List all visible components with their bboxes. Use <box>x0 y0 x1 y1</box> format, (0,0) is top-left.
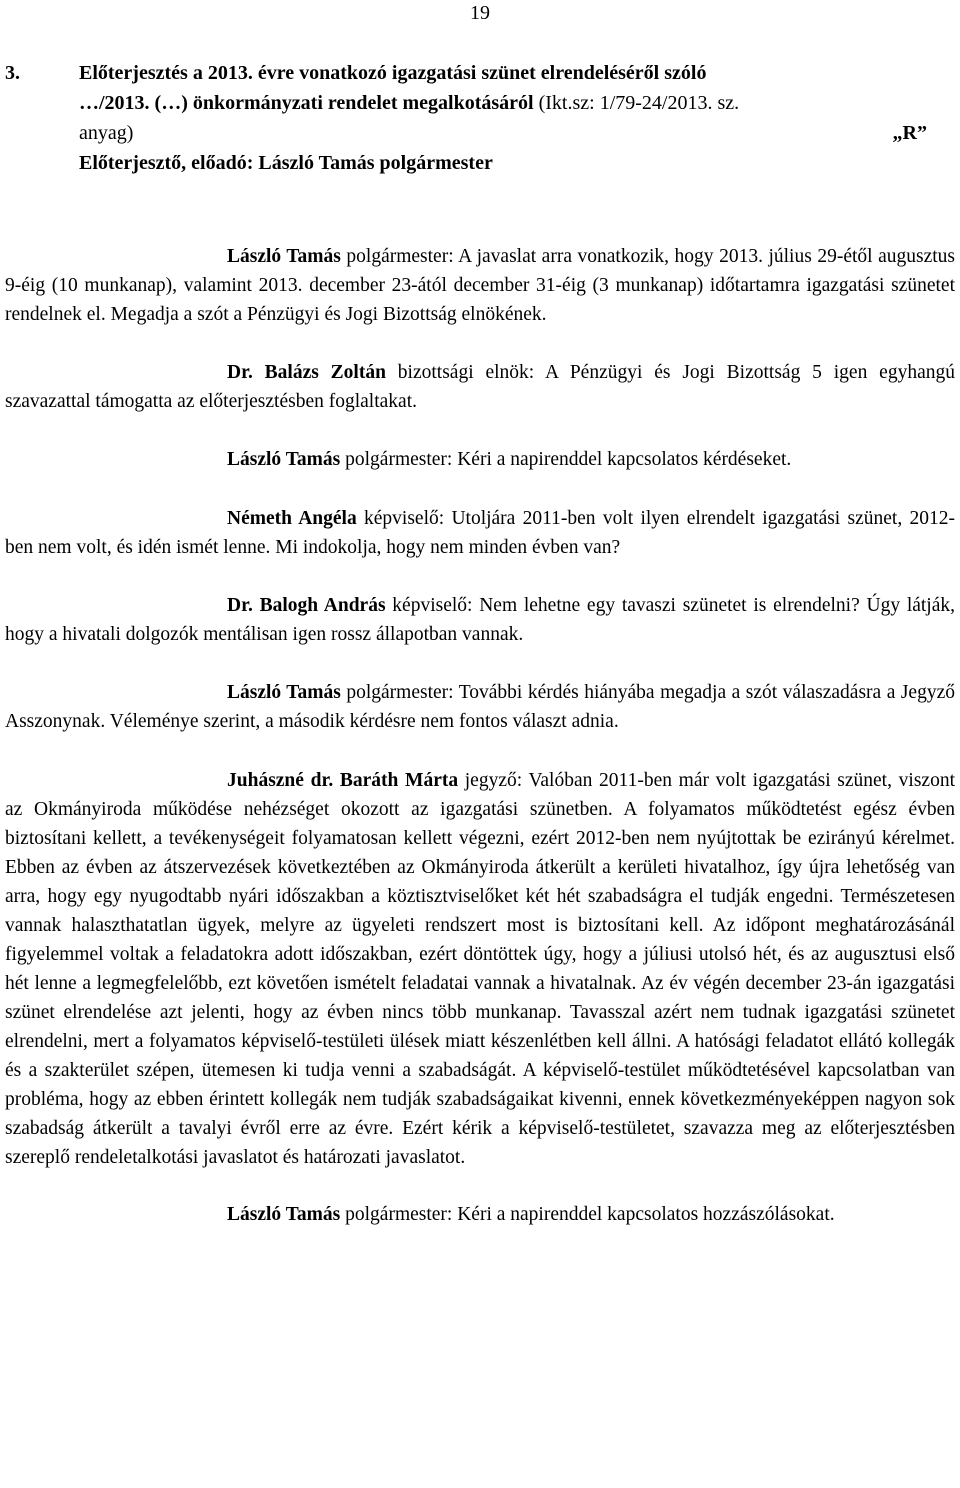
heading-line-3 <box>5 118 955 148</box>
heading-mark: „R” <box>892 122 927 144</box>
speaker-name: Dr. Balázs Zoltán <box>227 362 386 383</box>
agenda-item-number: 3. <box>5 62 20 84</box>
heading-file-reference: (Ikt.sz: 1/79-24/2013. sz. <box>533 92 740 114</box>
paragraph-text: jegyző: Valóban 2011-ben már volt igazgatási szünet, viszont az Okmányiroda működése nehézséget okozott az igazgatási szünetben. A folyamatos működtetést egész évben biztosítani kellett, a tevékenységeit folyamatosan kellett végezni, ezért 2012-ben nem nyújtottak be ezirányú kérelmet. Ebben az évben az átszervezések következtében az Okmányiroda átkerült a kerületi hivatalhoz, így újra lehetőség van arra, hogy egy nyugodtabb nyári időszakban a köztisztviselőket két hét szabadságra el tudják engedni. Természetesen vannak halaszthatatlan ügyek, melyre az ügyeleti rendszert most is biztosítani kell. Az időpont meghatározásánál figyelemmel voltak a feladatokra adott időszakban, ezért döntöttek úgy, hogy a júliusi utolsó hét, és az augusztusi első hét lenne a legmegfelelőbb, ezt követően ismételt feladatai vannak a hivatalnak. Az év végén december 23-án igazgatási szünet elrendelése azt jelenti, hogy az évben nincs több munkanap. Tavasszal azért nem tudnak igazgatási szünetet elrendelni, mert a folyamatos képviselő-testületi ülések miatt készenlétben kell állni. A hatósági feladatot ellátó kollegák és a szakterület szépen, ütemesen ki tudja venni a szabadságát. A képviselő-testület működtetésével kapcsolatban van probléma, hogy az ebben érintett kollegák nem tudják szabadságaikat kivenni, ennek következményeképpen nagyon sok szabadság átkerült a tavalyi évről erre az évre. Ezért kérik a képviselő-testületet, szavazza meg az előterjesztésben szereplő rendeletalkotási javaslatot és határozati javaslatot. <box>5 770 955 1168</box>
minutes-paragraph <box>5 678 955 736</box>
heading-line-2 <box>5 88 955 118</box>
paragraph-text: bizottsági elnök: A Pénzügyi és Jogi Bizottság 5 igen egyhangú szavazattal támogatta az előterjesztésben foglaltakat. <box>5 362 955 412</box>
paragraph-text: polgármester: Kéri a napirenddel kapcsolatos hozzászólásokat. <box>340 1204 835 1225</box>
paragraph-text: polgármester: Kéri a napirenddel kapcsolatos kérdéseket. <box>340 449 792 470</box>
speaker-name: László Tamás <box>227 449 341 470</box>
heading-title-part-1: Előterjesztés a 2013. évre vonatkozó igazgatási szünet elrendeléséről szóló <box>79 62 707 84</box>
speaker-name: Juhászné dr. Baráth Márta <box>227 770 459 791</box>
minutes-paragraph <box>5 1200 955 1229</box>
speaker-name: Németh Angéla <box>227 508 357 529</box>
speaker-name: László Tamás <box>227 682 341 703</box>
heading-presenter: Előterjesztő, előadó: László Tamás polgármester <box>79 152 493 174</box>
heading-line-1 <box>5 58 955 88</box>
minutes-body <box>5 242 955 1229</box>
paragraph-text: képviselő: Utoljára 2011-ben volt ilyen elrendelt igazgatási szünet, 2012-ben nem volt, és idén ismét lenne. Mi indokolja, hogy nem minden évben van? <box>5 508 955 558</box>
speaker-name: Dr. Balogh András <box>227 595 386 616</box>
page-number: 19 <box>470 2 490 24</box>
speaker-name: László Tamás <box>227 246 341 267</box>
minutes-paragraph <box>5 591 955 649</box>
minutes-paragraph <box>5 242 955 329</box>
heading-file-reference-end: anyag) <box>79 122 134 144</box>
speaker-name: László Tamás <box>227 1204 341 1225</box>
paragraph-text: polgármester: A javaslat arra vonatkozik, hogy 2013. július 29-étől augusztus 9-éig (10 munkanap), valamint 2013. december 23-ától december 31-éig (3 munkanap) időtartamra igazgatási szünetet rendelnek el. Megadja a szót a Pénzügyi és Jogi Bizottság elnökének. <box>5 246 955 325</box>
heading-line-4 <box>5 148 955 178</box>
minutes-paragraph <box>5 504 955 562</box>
minutes-paragraph <box>5 766 955 1172</box>
paragraph-text: képviselő: Nem lehetne egy tavaszi szünetet is elrendelni? Úgy látják, hogy a hivatali dolgozók mentálisan igen rossz állapotban vannak. <box>5 595 956 645</box>
agenda-item-heading <box>5 58 955 178</box>
paragraph-text: polgármester: További kérdés hiányába megadja a szót válaszadásra a Jegyző Asszonynak. Véleménye szerint, a második kérdésre nem fontos választ adnia. <box>5 682 955 732</box>
minutes-paragraph <box>5 358 955 416</box>
heading-title-part-2: …/2013. (…) önkormányzati rendelet megalkotásáról <box>79 92 534 114</box>
minutes-paragraph <box>5 445 955 474</box>
